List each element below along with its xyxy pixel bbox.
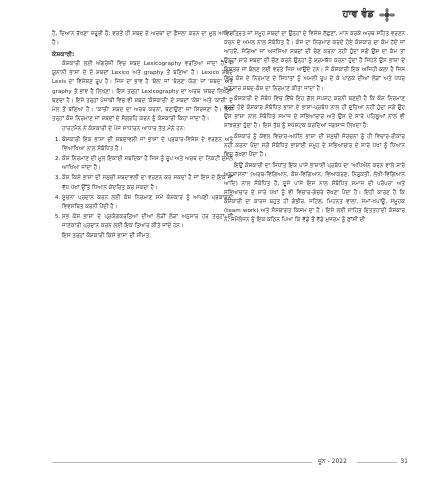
body-paragraph: ਇਸ ਤਰ੍ਹਾਂ ਕੋਸ਼ਕਾਰੀ ਕਿਸੇ ਭਾਸ਼ਾ ਦੀ ਸੀਮਤ,	[62, 232, 151, 239]
footer-divider	[52, 462, 312, 463]
intro-paragraph: ਹੈ, ਦਿਆਨ ਰੱਖਣਾ ਜ਼ਰੂਰੀ ਹੈ; ਵਰਤੋਂ ਹੀ ਸ਼ਬਦ ਦੇ ਅਰਥਾਂ ਦਾ ਫ਼ੈਸਲਾ ਕਰਨ ਦਾ ਮੂਲ ਆਧਾਰ ਹੈ।	[52, 31, 233, 47]
block-quote: ਕੋਸ਼ਕਾਰ ਨੂੰ ਕੇਵਲ ਵਿਚਾਰ-ਅਧੀਨ ਭਾਸ਼ਾ ਦੀ ਸਮੁੱਚੀ ਸੰਰਚਨਾ ਨੂੰ ਹੀ ਵਿਚਾਰ-ਰੀਕਾਰ ਨਹੀਂ ਕਰਨਾ ਪੈਂਦਾ ਸਗੋਂ ਸੰਬੰਧਿਤ ਭਾਸ਼ਾਈ ਸਮੂਹ ਦੇ ਸਭਿਆਚਾਰ ਦੇ ਸਾਰੇ ਪੱਖਾਂ ਨੂੰ ਧਿਆਨ ਵਿਚ ਰੱਖਣਾ ਪੈਂਦਾ ਹੈ।	[224, 134, 405, 159]
body-paragraph: ਕੋਸ਼ਕਾਰੀ ਲਈ ਅੰਗਰੇਜ਼ੀ ਵਿਚ ਸ਼ਬਦ Lexicography ਵਰਤਿਆ ਜਾਂਦਾ ਹੈ, ਜੋ ਯੂਨਾਨੀ ਭਾਸ਼ਾ ਦੇ ਦੋ ਸ਼ਬਦਾਂ Lexico ਅਤੇ graphy ਤੋਂ ਬਣਿਆ ਹੈ। Lexico ਸ਼ਬਦ Lexis ਦਾ ਵਿਸ਼ੇਸ਼ਣ ਰੂਪ ਹੈ। ਜਿਸ ਦਾ ਭਾਵ ਹੈ 'ਬੋਲ' ਜਾਂ 'ਬੋਲਣ' ਯੋਗ' ਜਾਂ 'ਸ਼ਬਦ' ਅਤੇ graphy ਤੋਂ ਭਾਵ ਹੈ ਲਿਖਣਾ। ਇਸ ਤਰ੍ਹਾਂ Lexicography ਦਾ ਅਰਥ 'ਸ਼ਬਦ ਲਿਖਣਾ' ਬਣਦਾ ਹੈ। ਇਸੇ ਤਰ੍ਹਾਂ ਪੰਜਾਬੀ ਵਿਚ ਵੀ ਸ਼ਬਦ 'ਕੋਸ਼ਕਾਰੀ' ਦੋ ਸ਼ਬਦਾਂ 'ਕੋਸ਼' ਅਤੇ 'ਕਾਰੀ' ਦੇ ਮੇਲ ਤੋਂ ਬਣਿਆ ਹੈ। 'ਕਾਰੀ' ਸ਼ਬਦ ਦਾ ਅਰਥ ਕਰਨਾ, ਬਣਾਉਣਾ ਜਾਂ ਸਿਰਜਣਾ ਹੈ। ਇਸ ਤਰ੍ਹਾਂ ਕੋਸ਼ ਨਿਰਮਾਣ ਜਾਂ ਸ਼ਬਦਾਂ ਦੇ ਸੰਗ੍ਰਹਿ ਕਰਨ ਨੂੰ ਕੋਸ਼ਕਾਰੀ ਕਿਹਾ ਜਾਂਦਾ ਹੈ।	[52, 61, 233, 122]
page-number: 31	[400, 458, 408, 465]
body-paragraph: ਵਿਸਤ੍ਰਿਤ ਜਾਂ ਸਮੂਹ ਸ਼ਬਦਾਂ ਦਾ ਉਨ੍ਹਾਂ ਦੇ ਵਿਸ਼ੇਸ਼ ਲੱਛਣਾਂ, ਮਾਨ ਕਰਕੇ ਅਰਥ ਸਹਿਤ ਵਰਣਨ ਕਰਨ ਦੇ ਅਮਲ ਨਾਲ ਸੰਬੰਧਿਤ ਹੈ। ਕੋਸ਼ ਦਾ ਨਿਰਮਾਣ ਕਰਦੇ ਹੋਏ ਕੋਸ਼ਕਾਰ ਦਾ ਕੰਮ ਹੱਦੋਂ ਜਾਂ ਆਹਰੋਂ, ਸੰਗਿਆ ਜਾਂ ਅਜਸਿਆ ਸ਼ਬਦਾਂ ਦੀ ਚੋਣ ਕਰਨਾ ਨਹੀਂ ਹੁੰਦਾ ਸਗੋਂ ਉਸ ਦਾ ਕੰਮ ਤਾਂ ਉਨ੍ਹਾਂ ਸਾਰੇ ਸ਼ਬਦਾਂ ਦੀ ਚੋਣ ਕਰਨੇ ਉਨ੍ਹਾਂ ਨੂੰ ਸ਼੍ਰਮਬੱਧ ਕਰਨਾ ਹੁੰਦਾ ਹੈ ਜਿਹਨੇ ਉਸ ਭਾਸ਼ਾ ਦੇ ਇਸਤਰ ਜਾਂ ਬੋਲਣ ਲਈ ਵਰਤੇ ਜਿਸ ਆਉਂਦੇ ਹਨ। ਸੋ ਕੋਸ਼ਕਾਰੀ ਇਕ ਅਜਿਹੀ ਕਲਾ ਹੈ ਜਿਸ ਵਿਚ ਕੋਸ਼ ਦੇ ਨਿਰਮਾਣ ਦੇ ਸਿਧਾਂਤਾਂ ਨੂੰ ਅਮਲੀ ਰੂਪ ਦੇ ਕੇ ਪਾਠਕ ਦੀਆਂ ਲੋੜਾਂ ਅਤੇ ਪੱਧਰ ਅਨੁਸਾਰ ਸ਼ਬਦ-ਕੋਸ਼ ਦਾ ਨਿਰਮਾਣ ਕੀਤਾ ਜਾਂਦਾ ਹੈ।	[224, 31, 405, 92]
list-item: 3. ਕੋਸ਼ ਕਿਸੇ ਭਾਸ਼ਾ ਦੀ ਸਮੁੱਚੀ ਸ਼ਬਦਾਵਲੀ ਦਾ ਵਰਣਨ ਕਰ ਸਕਦਾ ਹੈ ਜਾਂ ਇਸ ਦੇ ਇਕ ਜਾਂ ਵੱਧ ਪੱਖਾਂ ਉੱਤੇ ਧਿਆਨ ਕੇਂਦਰਿਤ ਕਰ ਸਕਦਾ ਹੈ।	[62, 174, 233, 192]
list-item: 5. ਸਭ ਕੋਸ਼ ਭਾਸ਼ਾ ਦੇ ਪ੍ਰਯੋਗਕਰਤਿਆਂ ਦੀਆਂ ਲੋੜੀਂ ਲੋੜਾਂ ਅਨੁਸਾਰ ਹਰ ਤਰ੍ਹਾਂ ਦੀ ਜਾਣਕਾਰੀ ਪ੍ਰਦਾਨ ਕਰਨ ਲਈ ਇਕ ਤਿਆਰ ਕੀਤੇ ਜਾਂਦੇ ਹਨ।	[62, 213, 233, 231]
body-paragraph: ਹਾਰਟਮੈਨ ਨੇ ਕੋਸ਼ਕਾਰੀ ਦੇ ਪੰਜ ਸਾਧਾਰਨ ਆਧਾਰ ਤੱਤ ਮੰਨੇ ਹਨ:	[62, 126, 186, 133]
body-paragraph: ਇਉਂ ਕੋਸ਼ਕਾਰੀ ਦਾ ਸਿਧਾਂਤ ਇਕ ਪਾਸੇ ਭਾਸ਼ਾਈ ਪ੍ਰਬੰਧ ਦਾ 'ਅਧਿਐਨ ਕਰਨ ਵਾਲੇ ਸਾਰੇ ਅਨੁਸ਼ਾਸਨਾਂ' (ਅਰਥ-ਵਿਗਿਆਨ, ਕੋਸ਼-ਵਿਗਿਆਨ, ਵਿਆਕਰਣ, ਨਿਰੁਕਤੀ, ਲੇਖੀ-ਵਿਗਿਆਨ ਆਦਿ) ਨਾਲ ਸੰਬੰਧਿਤ ਹੈ, ਦੂਜੇ ਪਾਸੇ ਇਸ ਨਾਲ ਸੰਬੰਧਿਤ ਸਮਾਜ ਦੀ ਪਰੰਪਰਾ ਅਤੇ ਸਭਿਆਚਾਰ ਦੇ ਸਾਰੇ ਪੱਖਾਂ ਨੂੰ ਵੀ ਵਿਚਾਰ-ਗੋਚਰੇ ਰੱਖਣਾ ਪੈਂਦਾ ਹੈ। ਇਹੀ ਕਾਰਣ ਹੈ ਕਿ ਕੋਸ਼ਕਾਰੀ ਦਾ ਕਾਰਜ ਬਹੁਤ ਹੀ ਗੰਭੀਰ, ਜਟਿਲ, ਮਿਹਨਤ ਵਾਲਾ, ਸਮਾਂ-ਖਪਾਊ, ਸਮੂਹਕ (team work) ਅਤੇ ਸੰਸਥਾਗਤ ਕਿਸਮ ਦਾ ਹੈ। ਇਸੇ ਲਈ ਸਾਹਿਤ ਇਤਤਹਾਦੀ ਕੋਸ਼ਕਾਰ ਨੇ, ਸਮੈਲੋਜਨ ਨੂੰ ਇਕ ਕਠਿਨ ਪਿਆ ਕਿ ਵੱਡੇ ਤੋਂ ਵੱਡੇ ਮੁਜਰਮ ਨੂੰ ਫਾਂਸੀ ਦੀ	[224, 162, 405, 224]
principles-list	[52, 136, 233, 231]
list-item: 2. ਕੋਸ਼ ਨਿਰਮਾਣ ਦੀ ਮੂਲ ਇਕਾਈ ਸ਼ਬਦਿਕਾ ਹੈ ਜਿਸ ਨੂੰ ਰੂਪ ਅਤੇ ਅਰਥ ਦਾ ਨਿਕਟੀ ਸੁਮੇਲ ਆਖਿਆ ਜਾਂਦਾ ਹੈ।	[62, 155, 233, 173]
footer-divider	[357, 462, 397, 463]
flower-logo-icon	[378, 8, 396, 22]
body-paragraph: ਕੋਸ਼ਕਾਰੀ ਦੇ ਸੰਬੰਧ ਵਿਚ ਇੱਥੇ ਇਹ ਗੱਲ ਸਪਸ਼ਟ ਕਰਨੀ ਬਣਦੀ ਹੈ ਕਿ ਕੋਸ਼ ਨਿਰਮਾਣ ਕਰਦੇ ਹੋਏ ਕੋਸ਼ਕਾਰ ਸੰਬੰਧਿਤ ਭਾਸ਼ਾ ਦੇ ਭਾਸ਼ਾ-ਪ੍ਰਬੰਧ ਨਾਲ ਹੀ ਦੁਹਿਆ ਨਹੀਂ ਹੁੰਦਾ ਸਗੋਂ ਉਹ ਉਸ ਭਾਸ਼ਾ ਨਾਲ ਸੰਬੰਧਿਤ ਸਮਾਜ ਦੇ ਸਭਿਆਚਾਰ ਅਤੇ ਉਸ ਦੇ ਸਾਰੇ ਪਹਿਲੂਆਂ ਨਾਲ ਵੀ ਸ਼ਾਂਝਰਤਾ ਹੁੰਦਾ ਹੈ। ਇਸ ਤੱਥ ਨੂੰ ਸਪੱਸ਼ਟਕ ਕਰਦਿਆਂ ਜਗਸਾਜ ਲਿਖਦਾ ਹੈ:	[224, 96, 405, 130]
section-heading: ਕੋਸ਼ਕਾਰੀ:	[52, 51, 75, 59]
list-item: 1. ਕੋਸ਼ਕਾਰੀ ਇਕ ਭਾਸ਼ਾ ਦੀ ਸ਼ਬਦਾਵਲੀ ਜਾਂ ਭਾਸ਼ਾ ਦੇ ਪ੍ਰਕਾਰ-ਵਿਸ਼ੇਸ਼ ਦੇ ਵਰਣਨ ਅਤੇ ਵਿਆਖਿਆ ਨਾਲ ਸੰਬੰਧਿਤ ਹੈ।	[62, 136, 233, 154]
right-column	[224, 30, 405, 227]
issue-date: ਜੂਨ - 2022	[318, 458, 347, 465]
left-column	[52, 30, 233, 243]
magazine-title: ਹਾਵ ਵੰਡ	[342, 9, 374, 20]
page-footer	[52, 456, 408, 470]
page-header	[0, 0, 432, 32]
list-item: 4. ਸੂਚਨਾ ਪ੍ਰਦਾਨ ਕਰਨ ਲਈ ਕੋਸ਼ ਨਿਰਮਾਣ ਸਮੇਂ ਕੋਸ਼ਕਾਰ ਨੂੰ ਆਪਣੀ ਪ੍ਰਕਾਸ਼ਨਾ ਵਿਵਸਥਿਤ ਕਰਨੀ ਪੈਂਦੀ ਹੈ।	[62, 194, 233, 212]
